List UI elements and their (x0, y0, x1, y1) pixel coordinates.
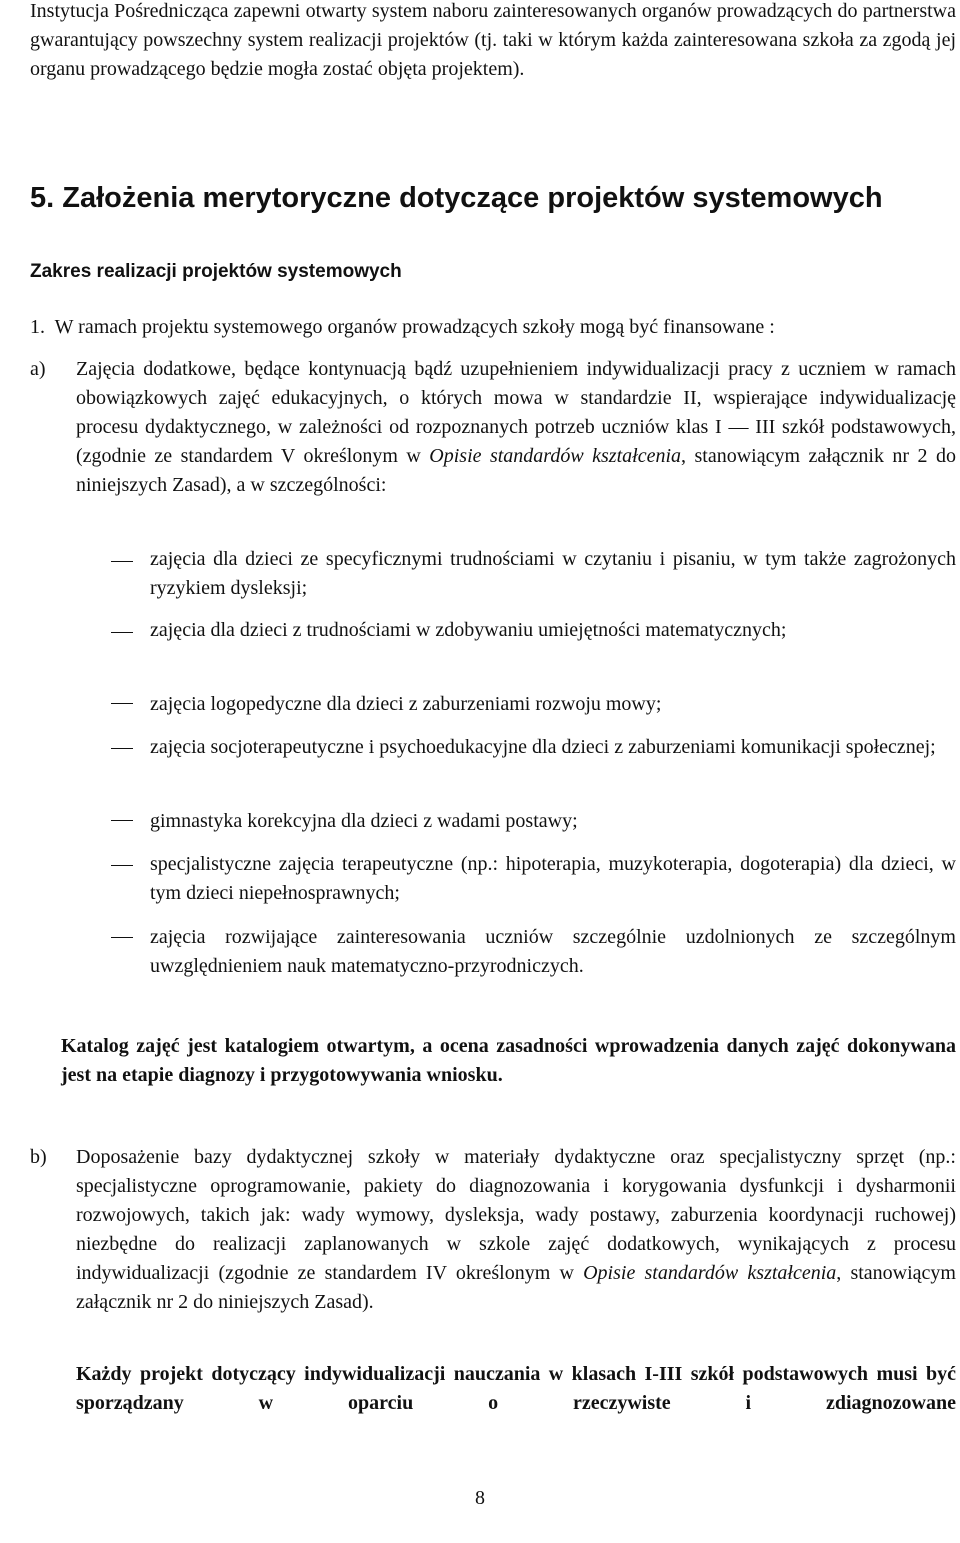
dash-list-item: gimnastyka korekcyjna dla dzieci z wadami postawy; (150, 810, 578, 832)
point-b-italic: Opisie standardów kształcenia (583, 1262, 837, 1284)
page-number: 8 (475, 1487, 485, 1509)
point-b-marker: b) (30, 1146, 47, 1168)
point-a-text-2: III szkół podstawowych, (zgodnie ze standardem V określonym w (76, 416, 957, 467)
dash-list-item: zajęcia rozwijające zainteresowania uczniów szczególnie uzdolnionych ze szczególnym uwzględnieniem nauk matematyczno-przyrodniczych. (150, 926, 956, 977)
dash-list-item: specjalistyczne zajęcia terapeutyczne (np.: hipoterapia, muzykoterapia, dogoterapia) dla dzieci, w tym dzieci niepełnosprawnych; (150, 853, 956, 904)
point-a-marker: a) (30, 358, 46, 380)
dash-list-item: zajęcia dla dzieci z trudnościami w zdobywaniu umiejętności matematycznych; (150, 619, 787, 641)
intro-paragraph: Instytucja Pośrednicząca zapewni otwarty system naboru zainteresowanych organów prowadzących do partnerstwa gwarantujący powszechny system realizacji projektów (tj. taki w którym każda zainteresowana szkoła za zgodą jej organu prowadzącego będzie mogła zostać objęta projektem). (30, 0, 956, 80)
point-a-paragraph (76, 355, 956, 500)
point-b-text-2: , stanowiącym załącznik nr 2 do niniejszych Zasad). (76, 1262, 956, 1313)
point-b-text-1: Doposażenie bazy dydaktycznej szkoły w materiały dydaktyczne oraz specjalistyczny sprzęt (np.: specjalistyczne oprogramowanie, pakiety do diagnozowania i korygowania dysfunkcji i dysharmonii rozwojowych, takich jak: wady wymowy, dysleksja, wady postawy, zaburzenia koordynacji ruchowej) niezbędne do realizacji zaplanowanych w szkole zajęć dodatkowych, wynikających z procesu indywidualizacji (zgodnie ze standardem IV określonym w (76, 1146, 956, 1284)
section-heading: 5. Założenia merytoryczne dotyczące projektów systemowych (30, 182, 883, 214)
dash-list-item: zajęcia logopedyczne dla dzieci z zaburzeniami rozwoju mowy; (150, 693, 662, 715)
point-b-paragraph (76, 1143, 956, 1317)
point-a-text-1: Zajęcia dodatkowe, będące kontynuacją bądź uzupełnieniem indywidualizacji pracy z uczniem w ramach obowiązkowych zajęć edukacyjnych, o których mowa w standardzie II, wspierające indywidualizację procesu dydaktycznego, w zależności od rozpoznanych potrzeb uczniów klas I (76, 358, 956, 438)
dash-bullet (111, 748, 133, 749)
point-a-dash: — (728, 416, 749, 438)
dash-bullet (111, 865, 133, 866)
point-a-text-3: , stanowiącym załącznik nr 2 do niniejszych Zasad), a w szczególności: (76, 445, 957, 496)
item-number: 1. (30, 316, 45, 338)
point-a-italic: Opisie standardów kształcenia (429, 445, 682, 467)
dash-bullet (111, 703, 133, 704)
catalog-note: Katalog zajęć jest katalogiem otwartym, a ocena zasadności wprowadzenia danych zajęć dokonywana jest na etapie diagnozy i przygotowywania wniosku. (61, 1035, 956, 1086)
dash-bullet (111, 561, 133, 562)
dash-list-item: zajęcia dla dzieci ze specyficznymi trudnościami w czytaniu i pisaniu, w tym także zagrożonych ryzykiem dysleksji; (150, 548, 956, 599)
list-item-1 (30, 313, 956, 342)
section-subheading: Zakres realizacji projektów systemowych (30, 261, 402, 282)
item-text: W ramach projektu systemowego organów prowadzących szkoły mogą być finansowane : (54, 316, 775, 338)
dash-bullet (111, 937, 133, 938)
dash-bullet (111, 820, 133, 821)
dash-bullet (111, 632, 133, 633)
dash-list-item: zajęcia socjoterapeutyczne i psychoedukacyjne dla dzieci z zaburzeniami komunikacji społecznej; (150, 736, 936, 758)
point-b-bold-note: Każdy projekt dotyczący indywidualizacji nauczania w klasach I-III szkół podstawowych musi być sporządzany w oparciu o rzeczywiste i zdiagnozowane (76, 1363, 956, 1414)
